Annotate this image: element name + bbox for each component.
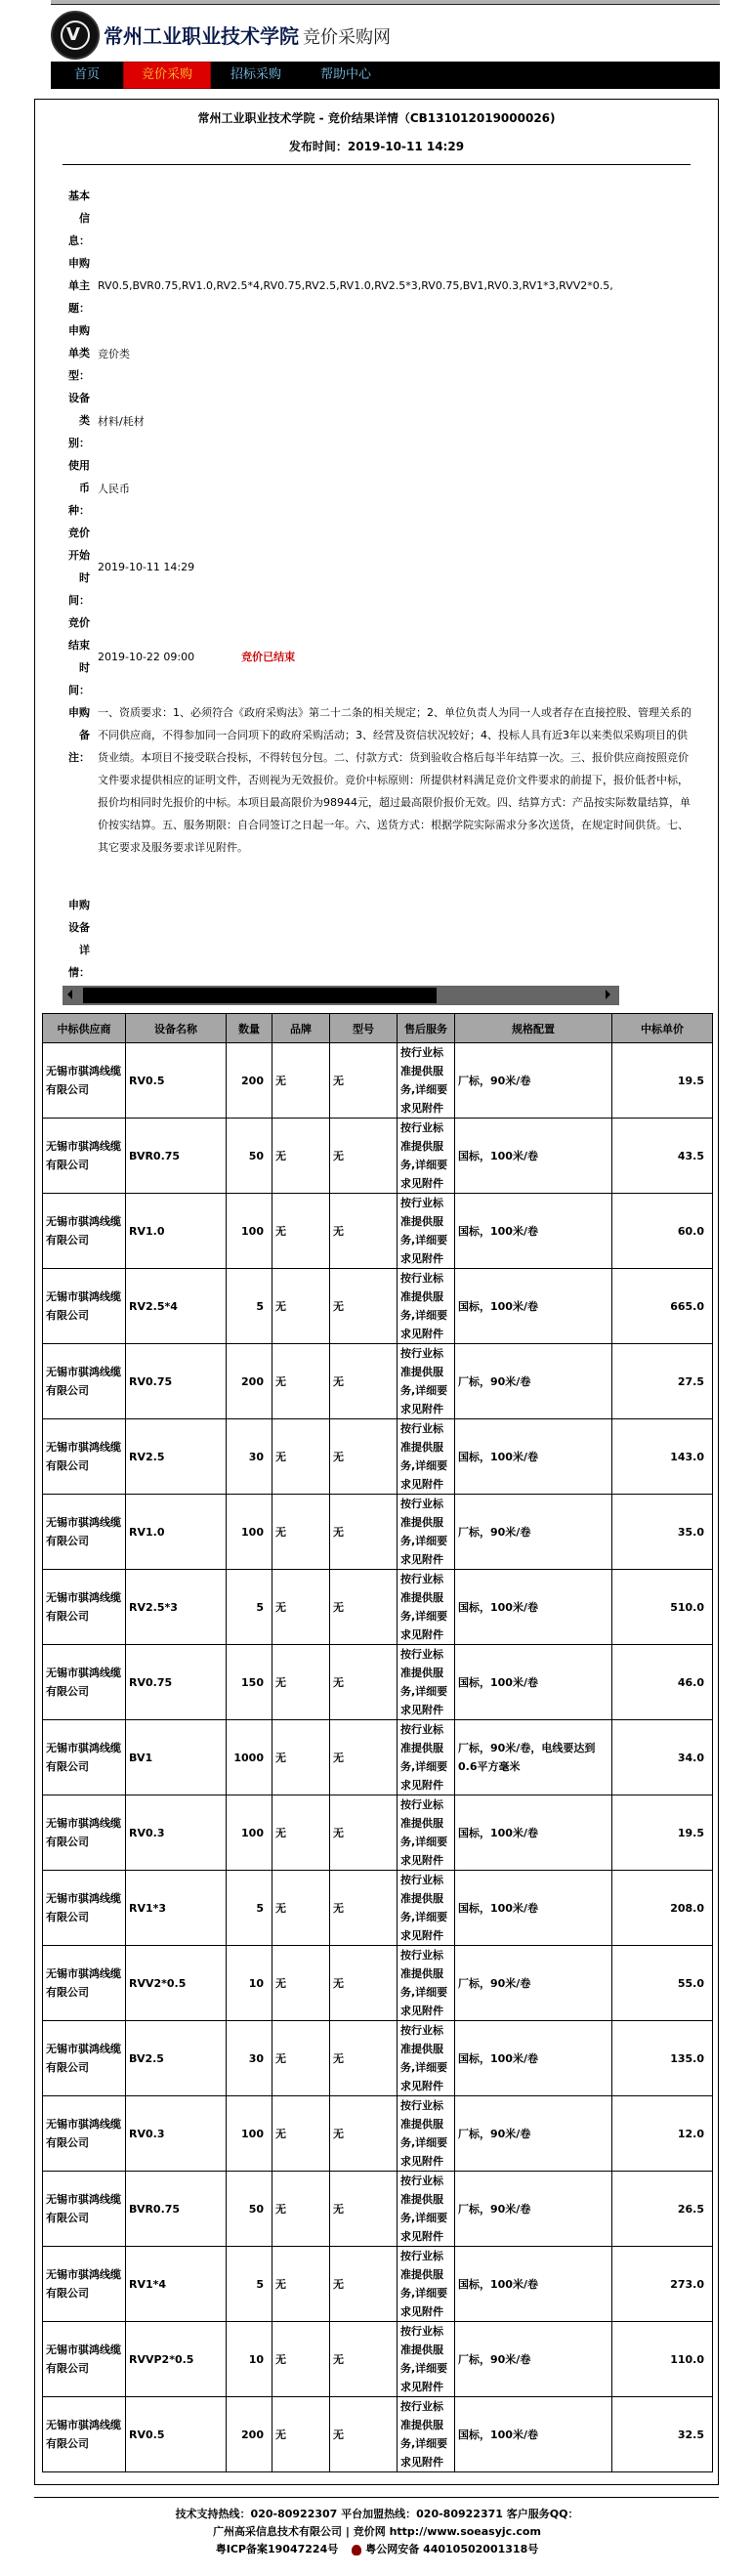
price-cell: 665.0 bbox=[612, 1269, 713, 1344]
service-cell: 按行业标准提供服务,详细要求见附件 bbox=[398, 1795, 455, 1871]
service-cell: 按行业标准提供服务,详细要求见附件 bbox=[398, 2397, 455, 2472]
supplier-cell: 无锡市骐鸿线缆有限公司 bbox=[43, 2021, 126, 2096]
table-row bbox=[43, 1570, 713, 1645]
main-content bbox=[34, 99, 719, 2485]
table-row bbox=[43, 1344, 713, 1419]
footer-registration bbox=[0, 2541, 754, 2558]
type-label: 申购 单类 型： bbox=[68, 324, 90, 382]
brand-cell: 无 bbox=[272, 1119, 330, 1194]
nav-help[interactable]: 帮助中心 bbox=[320, 67, 372, 82]
quantity-cell: 1000 bbox=[227, 1720, 272, 1795]
supplier-cell: 无锡市骐鸿线缆有限公司 bbox=[43, 1119, 126, 1194]
device-name-cell: RV2.5*4 bbox=[126, 1269, 227, 1344]
supplier-cell: 无锡市骐鸿线缆有限公司 bbox=[43, 1946, 126, 2021]
device-name-cell: RV0.3 bbox=[126, 2096, 227, 2172]
site-header bbox=[51, 5, 720, 62]
spec-cell: 国标，100米/卷 bbox=[455, 1269, 612, 1344]
table-row bbox=[43, 2172, 713, 2247]
info-end-time bbox=[63, 612, 718, 701]
service-cell: 按行业标准提供服务,详细要求见附件 bbox=[398, 2021, 455, 2096]
table-row bbox=[43, 1720, 713, 1795]
brand-cell: 无 bbox=[272, 1570, 330, 1645]
col-name: 设备名称 bbox=[126, 1014, 227, 1043]
school-logo-icon[interactable]: V bbox=[51, 11, 100, 60]
police-link[interactable]: 粤公网安备 44010502001318号 bbox=[365, 2543, 539, 2555]
publish-time: 发布时间：2019-10-11 14:29 bbox=[288, 140, 465, 153]
table-row bbox=[43, 1871, 713, 1946]
horizontal-scrollbar[interactable] bbox=[63, 986, 619, 1005]
brand-cell: 无 bbox=[272, 2322, 330, 2397]
service-cell: 按行业标准提供服务,详细要求见附件 bbox=[398, 1194, 455, 1269]
spec-cell: 国标，100米/卷 bbox=[455, 1419, 612, 1495]
info-section bbox=[63, 185, 718, 984]
price-cell: 46.0 bbox=[612, 1645, 713, 1720]
table-row bbox=[43, 1795, 713, 1871]
col-supplier: 中标供应商 bbox=[43, 1014, 126, 1043]
device-name-cell: BV2.5 bbox=[126, 2021, 227, 2096]
model-cell: 无 bbox=[330, 2322, 398, 2397]
service-cell: 按行业标准提供服务,详细要求见附件 bbox=[398, 1720, 455, 1795]
brand-cell: 无 bbox=[272, 2247, 330, 2322]
brand-cell: 无 bbox=[272, 1194, 330, 1269]
supplier-cell: 无锡市骐鸿线缆有限公司 bbox=[43, 1269, 126, 1344]
info-detail bbox=[63, 894, 718, 984]
subject-label: 申购 单主 题： bbox=[68, 257, 90, 315]
subject-value: RV0.5,BVR0.75,RV1.0,RV2.5*4,RV0.75,RV2.5,RV1.0,RV2.5*3,RV0.75,BV1,RV0.3,RV1*3,RVV2*0.5, bbox=[98, 279, 613, 292]
price-cell: 34.0 bbox=[612, 1720, 713, 1795]
site-subtitle: 竞价采购网 bbox=[303, 27, 391, 48]
quantity-cell: 10 bbox=[227, 1946, 272, 2021]
spec-cell: 国标，100米/卷 bbox=[455, 1645, 612, 1720]
price-cell: 510.0 bbox=[612, 1570, 713, 1645]
device-name-cell: BVR0.75 bbox=[126, 1119, 227, 1194]
model-cell: 无 bbox=[330, 1194, 398, 1269]
table-row bbox=[43, 2397, 713, 2472]
device-name-cell: RVV2*0.5 bbox=[126, 1946, 227, 2021]
quantity-cell: 5 bbox=[227, 1570, 272, 1645]
price-cell: 55.0 bbox=[612, 1946, 713, 2021]
spec-cell: 国标，100米/卷 bbox=[455, 1795, 612, 1871]
icp-link[interactable]: 粤ICP备案19047224号 bbox=[215, 2543, 339, 2555]
price-cell: 135.0 bbox=[612, 2021, 713, 2096]
supplier-cell: 无锡市骐鸿线缆有限公司 bbox=[43, 1645, 126, 1720]
quantity-cell: 30 bbox=[227, 2021, 272, 2096]
spec-cell: 厂标，90米/卷 bbox=[455, 1344, 612, 1419]
quantity-cell: 100 bbox=[227, 1194, 272, 1269]
quantity-cell: 200 bbox=[227, 1344, 272, 1419]
nav-tender[interactable]: 招标采购 bbox=[230, 67, 282, 82]
service-cell: 按行业标准提供服务,详细要求见附件 bbox=[398, 2096, 455, 2172]
service-cell: 按行业标准提供服务,详细要求见附件 bbox=[398, 1570, 455, 1645]
col-brand: 品牌 bbox=[272, 1014, 330, 1043]
device-name-cell: RV2.5 bbox=[126, 1419, 227, 1495]
category-value: 材料/耗材 bbox=[98, 414, 145, 428]
quantity-cell: 200 bbox=[227, 2397, 272, 2472]
quantity-cell: 200 bbox=[227, 1043, 272, 1119]
device-name-cell: BV1 bbox=[126, 1720, 227, 1795]
price-cell: 110.0 bbox=[612, 2322, 713, 2397]
table-row bbox=[43, 1946, 713, 2021]
col-price: 中标单价 bbox=[612, 1014, 713, 1043]
quantity-cell: 100 bbox=[227, 1495, 272, 1570]
detail-label: 申购 设备 详 情： bbox=[68, 899, 90, 979]
brand-cell: 无 bbox=[272, 1419, 330, 1495]
quantity-cell: 50 bbox=[227, 2172, 272, 2247]
quantity-cell: 5 bbox=[227, 1871, 272, 1946]
supplier-cell: 无锡市骐鸿线缆有限公司 bbox=[43, 1495, 126, 1570]
currency-value: 人民币 bbox=[98, 482, 130, 495]
price-cell: 26.5 bbox=[612, 2172, 713, 2247]
quantity-cell: 10 bbox=[227, 2322, 272, 2397]
service-cell: 按行业标准提供服务,详细要求见附件 bbox=[398, 1344, 455, 1419]
footer bbox=[0, 2506, 754, 2558]
info-category bbox=[63, 387, 718, 454]
nav-bidding[interactable]: 竞价采购 bbox=[123, 62, 211, 89]
model-cell: 无 bbox=[330, 2247, 398, 2322]
quantity-cell: 30 bbox=[227, 1419, 272, 1495]
table-row bbox=[43, 1419, 713, 1495]
price-cell: 273.0 bbox=[612, 2247, 713, 2322]
model-cell: 无 bbox=[330, 1119, 398, 1194]
type-value: 竞价类 bbox=[98, 347, 130, 360]
price-cell: 208.0 bbox=[612, 1871, 713, 1946]
service-cell: 按行业标准提供服务,详细要求见附件 bbox=[398, 1043, 455, 1119]
supplier-cell: 无锡市骐鸿线缆有限公司 bbox=[43, 1720, 126, 1795]
table-row bbox=[43, 1645, 713, 1720]
quantity-cell: 5 bbox=[227, 1269, 272, 1344]
spec-cell: 国标，100米/卷 bbox=[455, 2021, 612, 2096]
price-cell: 12.0 bbox=[612, 2096, 713, 2172]
device-name-cell: RV0.5 bbox=[126, 1043, 227, 1119]
table-row bbox=[43, 1043, 713, 1119]
price-cell: 27.5 bbox=[612, 1344, 713, 1419]
price-cell: 143.0 bbox=[612, 1419, 713, 1495]
info-subject bbox=[63, 252, 718, 319]
footer-link[interactable]: http://www.soeasyjc.com bbox=[389, 2525, 541, 2538]
model-cell: 无 bbox=[330, 1344, 398, 1419]
info-remark bbox=[63, 701, 718, 859]
main-nav bbox=[51, 62, 720, 89]
brand-cell: 无 bbox=[272, 2021, 330, 2096]
device-name-cell: RV0.5 bbox=[126, 2397, 227, 2472]
col-spec: 规格配置 bbox=[455, 1014, 612, 1043]
spec-cell: 厂标，90米/卷 bbox=[455, 2172, 612, 2247]
nav-home[interactable]: 首页 bbox=[74, 67, 101, 82]
service-cell: 按行业标准提供服务,详细要求见附件 bbox=[398, 1946, 455, 2021]
model-cell: 无 bbox=[330, 2096, 398, 2172]
table-header-row bbox=[43, 1014, 713, 1043]
brand-cell: 无 bbox=[272, 1871, 330, 1946]
device-name-cell: RVVP2*0.5 bbox=[126, 2322, 227, 2397]
supplier-cell: 无锡市骐鸿线缆有限公司 bbox=[43, 2247, 126, 2322]
bid-results-table bbox=[42, 1013, 713, 2472]
scroll-left-arrow-icon[interactable] bbox=[67, 990, 72, 999]
basic-label: 基本 信 息： bbox=[68, 190, 90, 247]
price-cell: 35.0 bbox=[612, 1495, 713, 1570]
currency-label: 使用 币 种： bbox=[68, 459, 90, 517]
spec-cell: 厂标，90米/卷 bbox=[455, 2322, 612, 2397]
device-name-cell: RV1.0 bbox=[126, 1495, 227, 1570]
col-model: 型号 bbox=[330, 1014, 398, 1043]
supplier-cell: 无锡市骐鸿线缆有限公司 bbox=[43, 2322, 126, 2397]
table-row bbox=[43, 2096, 713, 2172]
brand-cell: 无 bbox=[272, 2096, 330, 2172]
spec-cell: 国标，100米/卷 bbox=[455, 1570, 612, 1645]
scroll-right-arrow-icon[interactable] bbox=[606, 990, 610, 999]
brand-cell: 无 bbox=[272, 1043, 330, 1119]
model-cell: 无 bbox=[330, 1495, 398, 1570]
site-name: 常州工业职业技术学院 bbox=[104, 24, 299, 48]
price-cell: 19.5 bbox=[612, 1043, 713, 1119]
model-cell: 无 bbox=[330, 1645, 398, 1720]
model-cell: 无 bbox=[330, 1871, 398, 1946]
model-cell: 无 bbox=[330, 1720, 398, 1795]
table-row bbox=[43, 1495, 713, 1570]
device-name-cell: RV1.0 bbox=[126, 1194, 227, 1269]
brand-cell: 无 bbox=[272, 2172, 330, 2247]
price-cell: 43.5 bbox=[612, 1119, 713, 1194]
spec-cell: 国标，100米/卷 bbox=[455, 1871, 612, 1946]
device-name-cell: RV0.3 bbox=[126, 1795, 227, 1871]
spec-cell: 国标，100米/卷 bbox=[455, 1119, 612, 1194]
category-label: 设备 类 别： bbox=[68, 392, 90, 449]
price-cell: 19.5 bbox=[612, 1795, 713, 1871]
site-title bbox=[104, 21, 391, 49]
supplier-cell: 无锡市骐鸿线缆有限公司 bbox=[43, 1419, 126, 1495]
quantity-cell: 5 bbox=[227, 2247, 272, 2322]
end-time-value: 2019-10-22 09:00 bbox=[98, 650, 195, 663]
table-row bbox=[43, 2021, 713, 2096]
remark-label: 申购 备 注： bbox=[68, 706, 90, 764]
brand-cell: 无 bbox=[272, 1344, 330, 1419]
scrollbar-thumb[interactable] bbox=[83, 988, 437, 1003]
supplier-cell: 无锡市骐鸿线缆有限公司 bbox=[43, 2397, 126, 2472]
service-cell: 按行业标准提供服务,详细要求见附件 bbox=[398, 1119, 455, 1194]
remark-value: 一、资质要求：1、必须符合《政府采购法》第二十二条的相关规定；2、单位负责人为同一人或者存在直接控股、管理关系的不同供应商，不得参加同一合同项下的政府采购活动；3、经营及资信状况较好；4、投标人具有近3年以来类似采购项目的供货业绩。本项目不接受联合投标，不得转包分包。二、付款方式：货到验收合格后每半年结算一次。三、报价供应商按照竞价文件要求提供相应的证明文件，否则视为无效报价。竞价中标原则：所提供材料满足竞价文件要求的前提下，报价低者中标，报价均相同时先报价的中标。本项目最高限价为98944元，超过最高限价报价无效。四、结算方式：产品按实际数量结算，单价按实结算。五、服务期限：自合同签订之日起一年。六、送货方式：根据学院实际需求分多次送货，在规定时间供货。七、其它要求及服务要求详见附件。 bbox=[98, 706, 691, 854]
footer-hotlines: 技术支持热线：020-80922307 平台加盟热线：020-80922371 客户服务QQ： bbox=[175, 2508, 579, 2520]
service-cell: 按行业标准提供服务,详细要求见附件 bbox=[398, 1269, 455, 1344]
model-cell: 无 bbox=[330, 1795, 398, 1871]
device-name-cell: RV0.75 bbox=[126, 1645, 227, 1720]
spec-cell: 厂标，90米/卷 bbox=[455, 1946, 612, 2021]
table-row bbox=[43, 2322, 713, 2397]
info-type bbox=[63, 319, 718, 387]
device-name-cell: RV1*4 bbox=[126, 2247, 227, 2322]
model-cell: 无 bbox=[330, 2172, 398, 2247]
model-cell: 无 bbox=[330, 1419, 398, 1495]
spec-cell: 厂标，90米/卷 bbox=[455, 1495, 612, 1570]
footer-divider bbox=[34, 2497, 719, 2498]
status-badge: 竞价已结束 bbox=[241, 651, 296, 663]
col-service: 售后服务 bbox=[398, 1014, 455, 1043]
quantity-cell: 100 bbox=[227, 1795, 272, 1871]
quantity-cell: 150 bbox=[227, 1645, 272, 1720]
start-time-value: 2019-10-11 14:29 bbox=[98, 560, 195, 573]
spec-cell: 国标，100米/卷 bbox=[455, 1194, 612, 1269]
brand-cell: 无 bbox=[272, 1946, 330, 2021]
model-cell: 无 bbox=[330, 1946, 398, 2021]
brand-cell: 无 bbox=[272, 1269, 330, 1344]
supplier-cell: 无锡市骐鸿线缆有限公司 bbox=[43, 1795, 126, 1871]
service-cell: 按行业标准提供服务,详细要求见附件 bbox=[398, 2322, 455, 2397]
service-cell: 按行业标准提供服务,详细要求见附件 bbox=[398, 2247, 455, 2322]
table-row bbox=[43, 1119, 713, 1194]
service-cell: 按行业标准提供服务,详细要求见附件 bbox=[398, 1871, 455, 1946]
quantity-cell: 100 bbox=[227, 2096, 272, 2172]
table-row bbox=[43, 1194, 713, 1269]
supplier-cell: 无锡市骐鸿线缆有限公司 bbox=[43, 1570, 126, 1645]
table-row bbox=[43, 2247, 713, 2322]
brand-cell: 无 bbox=[272, 1720, 330, 1795]
divider bbox=[63, 164, 691, 165]
brand-cell: 无 bbox=[272, 2397, 330, 2472]
device-name-cell: RV2.5*3 bbox=[126, 1570, 227, 1645]
device-name-cell: RV0.75 bbox=[126, 1344, 227, 1419]
spec-cell: 国标，100米/卷 bbox=[455, 2247, 612, 2322]
service-cell: 按行业标准提供服务,详细要求见附件 bbox=[398, 2172, 455, 2247]
service-cell: 按行业标准提供服务,详细要求见附件 bbox=[398, 1419, 455, 1495]
footer-company: 广州高采信息技术有限公司 | 竞价网 http://www.soeasyjc.com bbox=[213, 2525, 541, 2538]
table-row bbox=[43, 1269, 713, 1344]
service-cell: 按行业标准提供服务,详细要求见附件 bbox=[398, 1645, 455, 1720]
brand-cell: 无 bbox=[272, 1645, 330, 1720]
brand-cell: 无 bbox=[272, 1795, 330, 1871]
info-basic bbox=[63, 185, 718, 252]
supplier-cell: 无锡市骐鸿线缆有限公司 bbox=[43, 2172, 126, 2247]
model-cell: 无 bbox=[330, 2397, 398, 2472]
brand-cell: 无 bbox=[272, 1495, 330, 1570]
supplier-cell: 无锡市骐鸿线缆有限公司 bbox=[43, 1344, 126, 1419]
model-cell: 无 bbox=[330, 1570, 398, 1645]
page-title: 常州工业职业技术学院 - 竞价结果详情（CB131012019000026) bbox=[197, 111, 556, 125]
spec-cell: 厂标，90米/卷，电线要达到0.6平方毫米 bbox=[455, 1720, 612, 1795]
spec-cell: 厂标，90米/卷 bbox=[455, 2096, 612, 2172]
info-start-time bbox=[63, 522, 718, 612]
price-cell: 32.5 bbox=[612, 2397, 713, 2472]
model-cell: 无 bbox=[330, 2021, 398, 2096]
device-name-cell: BVR0.75 bbox=[126, 2172, 227, 2247]
info-currency bbox=[63, 454, 718, 522]
quantity-cell: 50 bbox=[227, 1119, 272, 1194]
start-time-label: 竞价 开始 时 间： bbox=[68, 527, 90, 607]
spec-cell: 国标，100米/卷 bbox=[455, 2397, 612, 2472]
supplier-cell: 无锡市骐鸿线缆有限公司 bbox=[43, 1871, 126, 1946]
model-cell: 无 bbox=[330, 1269, 398, 1344]
supplier-cell: 无锡市骐鸿线缆有限公司 bbox=[43, 1043, 126, 1119]
supplier-cell: 无锡市骐鸿线缆有限公司 bbox=[43, 2096, 126, 2172]
model-cell: 无 bbox=[330, 1043, 398, 1119]
col-qty: 数量 bbox=[227, 1014, 272, 1043]
supplier-cell: 无锡市骐鸿线缆有限公司 bbox=[43, 1194, 126, 1269]
police-badge-icon bbox=[352, 2545, 361, 2555]
end-time-label: 竞价 结束 时 间： bbox=[68, 616, 90, 697]
device-name-cell: RV1*3 bbox=[126, 1871, 227, 1946]
service-cell: 按行业标准提供服务,详细要求见附件 bbox=[398, 1495, 455, 1570]
spec-cell: 厂标，90米/卷 bbox=[455, 1043, 612, 1119]
price-cell: 60.0 bbox=[612, 1194, 713, 1269]
